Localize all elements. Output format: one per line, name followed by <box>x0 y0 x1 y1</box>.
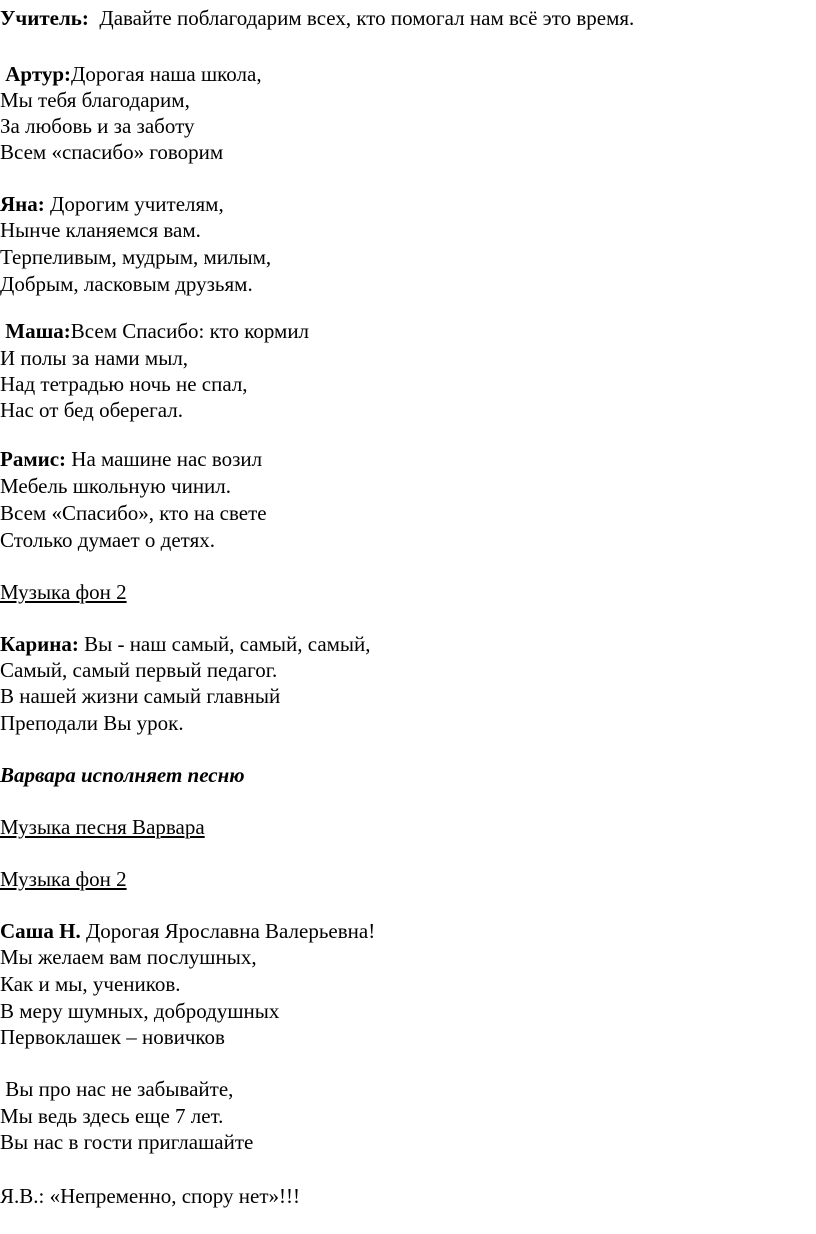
stage-direction: Варвара исполняет песню <box>0 763 245 787</box>
karina-line-2: Самый, самый первый педагог. <box>0 658 278 682</box>
artur-line-1 <box>0 61 262 87</box>
speaker-label: Саша Н. <box>0 919 81 943</box>
speaker-label: Карина: <box>0 632 79 656</box>
karina-line-4: Преподали Вы урок. <box>0 711 184 735</box>
sasha-line-4: В меру шумных, добродушных <box>0 999 280 1023</box>
artur-line-2: Мы тебя благодарим, <box>0 88 190 112</box>
final-line: Я.В.: «Непременно, спору нет»!!! <box>0 1184 300 1208</box>
sasha-line-1 <box>0 918 375 944</box>
yana-line-1 <box>0 191 224 217</box>
yana-line-4: Добрым, ласковым друзьям. <box>0 272 253 296</box>
music-cue-3: Музыка фон 2 <box>0 867 127 891</box>
sasha-line-5: Первоклашек – новичков <box>0 1025 225 1049</box>
speaker-label: Учитель: <box>0 6 89 30</box>
masha-line-3: Над тетрадью ночь не спал, <box>0 372 248 396</box>
line-text: На машине нас возил <box>66 447 263 471</box>
music-cue-2: Музыка песня Варвара <box>0 815 205 839</box>
masha-line-1 <box>0 318 309 344</box>
ramis-line-1 <box>0 446 262 472</box>
line-text: Дорогая наша школа, <box>71 62 262 86</box>
artur-line-3: За любовь и за заботу <box>0 114 195 138</box>
karina-line-3: В нашей жизни самый главный <box>0 684 281 708</box>
speaker-label: Яна: <box>0 192 45 216</box>
masha-line-4: Нас от бед оберегал. <box>0 398 183 422</box>
teacher-line <box>0 5 634 31</box>
karina-line-1 <box>0 631 371 657</box>
ramis-line-2: Мебель школьную чинил. <box>0 474 232 498</box>
closing-verse-line-3: Вы нас в гости приглашайте <box>0 1130 254 1154</box>
line-text: Дорогая Ярославна Валерьевна! <box>80 919 376 943</box>
line-text: Давайте поблагодарим всех, кто помогал нам всё это время. <box>88 6 635 30</box>
line-text: Дорогим учителям, <box>44 192 224 216</box>
masha-line-2: И полы за нами мыл, <box>0 346 189 370</box>
sasha-line-2: Мы желаем вам послушных, <box>0 945 257 969</box>
closing-verse-line-1: Вы про нас не забывайте, <box>0 1077 234 1101</box>
speaker-label: Маша: <box>0 319 71 343</box>
yana-line-3: Терпеливым, мудрым, милым, <box>0 245 272 269</box>
ramis-line-3: Всем «Спасибо», кто на свете <box>0 501 267 525</box>
sasha-line-3: Как и мы, учеников. <box>0 972 181 996</box>
yana-line-2: Нынче кланяемся вам. <box>0 218 201 242</box>
artur-line-4: Всем «спасибо» говорим <box>0 140 224 164</box>
closing-verse-line-2: Мы ведь здесь еще 7 лет. <box>0 1104 224 1128</box>
line-text: Всем Спасибо: кто кормил <box>70 319 310 343</box>
speaker-label: Рамис: <box>0 447 67 471</box>
line-text: Вы - наш самый, самый, самый, <box>78 632 371 656</box>
music-cue-1: Музыка фон 2 <box>0 580 127 604</box>
speaker-label: Артур: <box>0 62 72 86</box>
ramis-line-4: Столько думает о детях. <box>0 528 215 552</box>
